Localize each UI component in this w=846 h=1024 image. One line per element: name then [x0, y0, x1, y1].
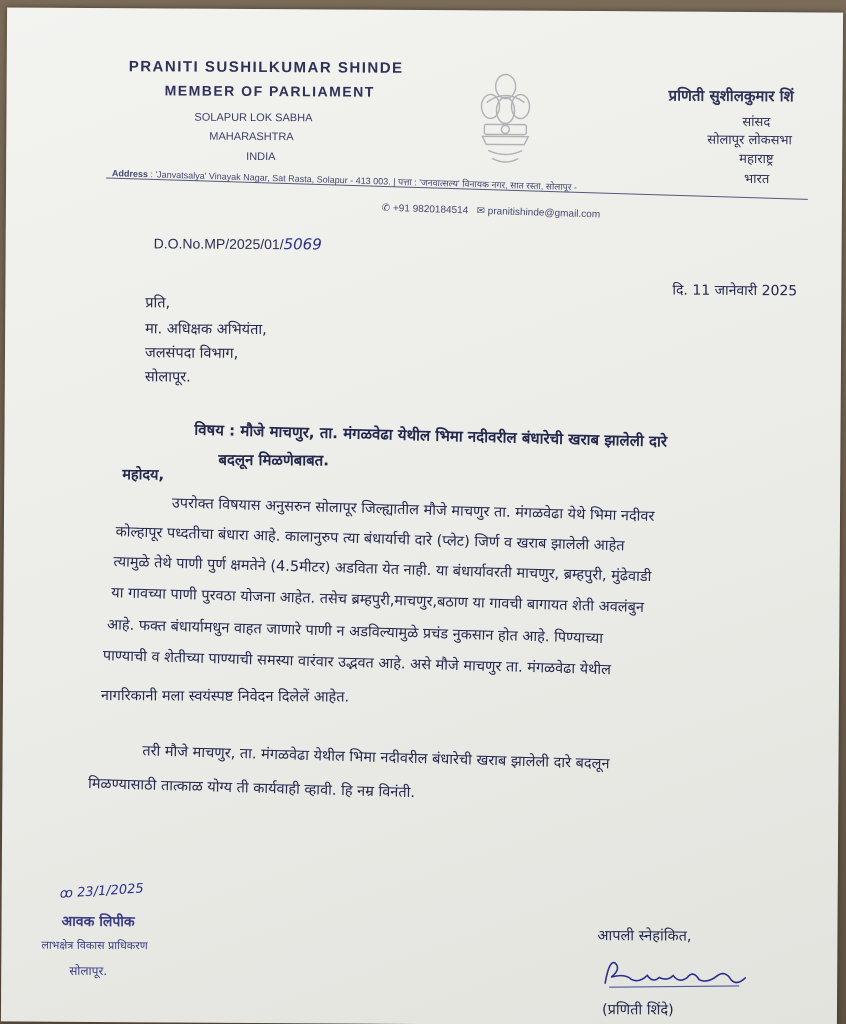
- inward-stamp-date: [59, 881, 144, 901]
- letter-page: [1, 7, 843, 1024]
- salutation: महोदय,: [122, 467, 165, 484]
- paragraph1-line-1: उपरोक्त विषयास अनुसरुन सोलापूर जिल्ह्यातील मौजे माचणुर ता. मंगळवेढा येथे भिमा नदीवर: [171, 495, 655, 525]
- recipient-line-4: सोलापूर.: [144, 369, 191, 386]
- phone-icon: ✆: [381, 202, 391, 215]
- inward-stamp-line-1: आवक लिपीक: [61, 913, 135, 931]
- paragraph1-line-6: पाण्याची व शेतीच्या पाण्याची समस्या वारंवार उद्भवत आहे. असे मौजे माचणुर ता. मंगळवेढा येथील: [102, 648, 612, 679]
- inward-stamp-line-3: सोलापूर.: [69, 963, 108, 979]
- signatory-name: [602, 999, 674, 1019]
- reference-printed: D.O.No.MP/2025/01/: [153, 235, 284, 253]
- closing-line: आपली स्नेहांकित,: [597, 928, 692, 945]
- constituency-marathi: सोलापूर लोकसभा: [707, 132, 792, 149]
- state-marathi: महाराष्ट्र: [739, 151, 774, 168]
- paragraph1-line-3: त्यामुळे तेथे पाणी पुर्ण क्षमतेने (4.5मीटर) अडविता येत नाही. या बंधार्यावरती माचणुर, ब्रम्हपुरी, मुंढेवाडी: [113, 554, 652, 586]
- paragraph1-line-7: नागरिकानी मला स्वयंस्पष्ट निवेदन दिलेलें आहेत.: [100, 688, 350, 706]
- inward-stamp-line-2: लाभक्षेत्र विकास प्राधिकरण: [41, 938, 148, 953]
- paragraph1-line-5: आहे. फक्त बंधार्यामधुन वाहत जाणारे पाणी न अडविल्यामुळे प्रचंड नुकसान होत आहे. पिण्याच्या: [106, 617, 604, 647]
- paragraph2-line-2: मिळण्यासाठी तात्काळ योग्य ती कार्यवाही व्हावी. हि नम्र विनंती.: [87, 775, 416, 802]
- constituency-english: SOLAPUR LOK SABHA: [194, 111, 313, 125]
- state-english: MAHARASHTRA: [209, 130, 294, 144]
- subject-label: विषय :: [194, 420, 236, 440]
- contact-line: [382, 203, 601, 221]
- recipient-line-1: प्रति,: [145, 295, 171, 312]
- sender-title-english: MEMBER OF PARLIAMENT: [164, 82, 375, 100]
- inward-date-handwritten: 23/1/2025: [76, 881, 145, 901]
- letter-date: दि. 11 जानेवारी 2025: [672, 282, 798, 300]
- paragraph1-line-4: या गावच्या पाणी पुरवठा योजना आहेत. तसेच ब्रम्हपुरी,माचणुर,बठाण या गावची बागायत शेती अवलंबुन: [111, 585, 645, 616]
- address-marathi: | पत्ता : 'जनवात्सल्य' विनायक नगर, सात रस्ता, सोलापूर -: [393, 176, 578, 193]
- reference-number: [154, 234, 322, 253]
- paragraph2-line-1: तरी मौजे माचणुर, ता. मंगळवेढा येथील भिमा नदीवरील बंधारेची खराब झालेली दारे बदलून: [142, 743, 610, 773]
- country-english: INDIA: [246, 150, 276, 164]
- initials-scribble: ꝏ: [59, 885, 74, 902]
- signature-image: [599, 953, 749, 998]
- reference-handwritten: 5069: [283, 235, 322, 254]
- subject-line-1: [194, 420, 667, 452]
- email-icon: ✉: [476, 205, 486, 217]
- sender-name-english: PRANITI SUSHILKUMAR SHINDE: [128, 58, 404, 77]
- signatory-name-text: (प्रणिती शिंदे): [601, 1002, 674, 1019]
- recipient-line-2: मा. अधिक्षक अभियंता,: [145, 321, 267, 339]
- address-english: : 'Janvatsalya' Vinayak Nagar, Sat Rasta, Solapur - 413 003.: [150, 169, 391, 187]
- national-emblem-icon: [472, 66, 539, 174]
- sender-title-marathi: सांसद: [742, 114, 771, 131]
- subject-line-2: बदलून मिळणेबाबत.: [218, 450, 330, 470]
- phone-number: +91 9820184514: [392, 203, 469, 217]
- recipient-line-3: जलसंपदा विभाग,: [144, 345, 239, 362]
- email-address: pranitishinde@gmail.com: [487, 205, 601, 221]
- subject-text-1: मौजे माचणुर, ता. मंगळवेढा येथील भिमा नदीवरील बंधारेची खराब झालेली दारे: [240, 421, 668, 451]
- paragraph1-line-2: कोल्हापूर पध्दतीचा बंधारा आहे. कालानुरुप त्या बंधार्याची दारे (प्लेट) जिर्ण व खराब झालेली आहेत: [115, 524, 625, 555]
- address-label: Address: [111, 168, 149, 180]
- country-marathi: भारत: [744, 171, 770, 188]
- sender-name-marathi: प्रणिती सुशीलकुमार शिं: [668, 86, 794, 106]
